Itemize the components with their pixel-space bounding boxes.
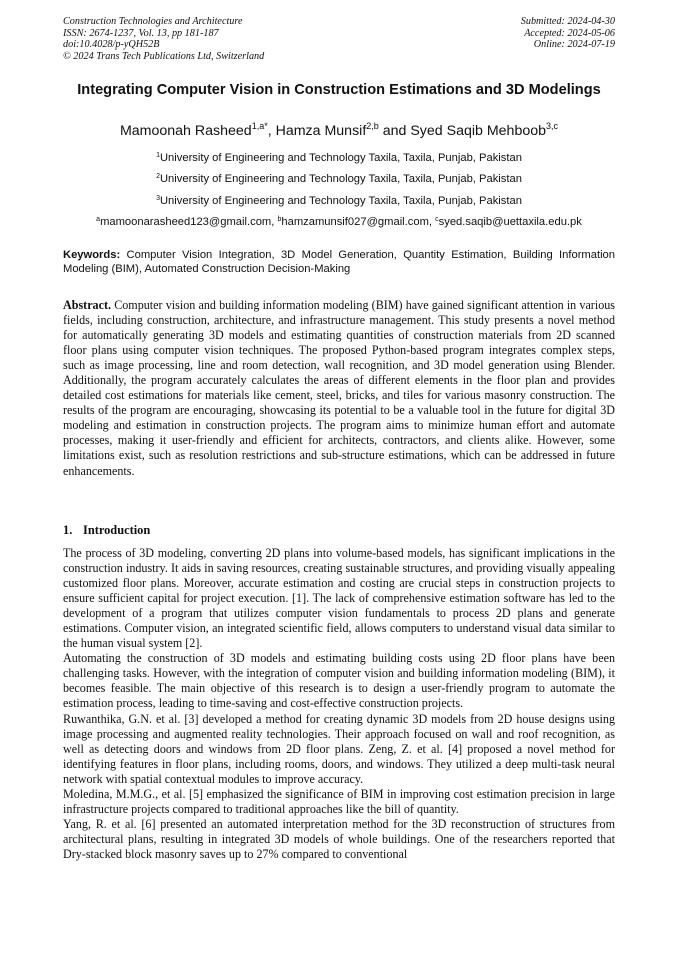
email-address: syed.saqib@uettaxila.edu.pk xyxy=(438,216,582,228)
email-mark: b xyxy=(277,216,282,223)
author-affil-mark: 1,a* xyxy=(251,121,268,131)
author-separator: , xyxy=(267,123,276,139)
paragraph: Yang, R. et al. [6] presented an automated interpretation method for the 3D reconstruction of structures from architectural plans, resulting in integrated 3D models of whole buildings. One of the researchers reported that Dry-stacked block masonry saves up to 27% compared to conventional xyxy=(63,816,615,861)
author-name: Hamza Munsif xyxy=(275,123,367,139)
author-separator: and xyxy=(378,123,411,139)
author-affil-mark: 3,c xyxy=(546,121,559,131)
introduction-body xyxy=(63,546,615,862)
paragraph: Ruwanthika, G.N. et al. [3] developed a method for creating dynamic 3D models from 2D house designs using image processing and augmented reality technologies. Their approach focused on wall and roof recognition, as well as detecting doors and windows from 2D floor plans. Zeng, Z. et al. [4] proposed a novel method for identifying features in floor plans, including rooms, doors, and windows. They utilized a deep multi-task neural network with spatial contextual modules to improve accuracy. xyxy=(63,711,615,786)
abstract-text: Computer vision and building information modeling (BIM) have gained significant attention in various fields, including construction, architecture, and infrastructure management. This study presents a novel method for automatically generating 3D models and estimating quantities of construction materials from 2D scanned floor plans using computer vision techniques. The proposed Python-based program integrates complex steps, such as image processing, line and room detection, wall recognition, and 3D model generation using Blender. Additionally, the program accurately calculates the areas of different elements in the floor plan and provides detailed cost estimations for materials like cement, steel, bricks, and tiles for various masonry construction. The results of the program are encouraging, showcasing its potential to be a valuable tool in the future for digital 3D modeling and estimation in construction projects. The program aims to minimize human effort and automate processes, making it user-friendly and efficient for architects, contractors, and clients alike. However, some limitations exist, such as resolution restrictions and sub-structure estimations, which can be addressed in future enhancements. xyxy=(63,298,615,478)
paragraph: Automating the construction of 3D models and estimating building costs using 2D floor plans have been challenging tasks. However, with the integration of computer vision and building information modeling (BIM), it becomes feasible. The main objective of this research is to design a user-friendly program to automate the estimation process, leading to time-saving and cost-effective construction projects. xyxy=(63,651,615,711)
submitted-date: Submitted: 2024-04-30 xyxy=(520,16,615,27)
email-address: mamoonarasheed123@gmail.com, xyxy=(100,216,278,228)
online-date: Online: 2024-07-19 xyxy=(533,39,615,51)
abstract-label: Abstract. xyxy=(63,298,112,312)
accepted-date: Accepted: 2024-05-06 xyxy=(524,27,615,39)
affiliation-text: University of Engineering and Technology Taxila, Taxila, Punjab, Pakistan xyxy=(159,173,522,185)
abstract xyxy=(63,298,615,479)
keywords-label: Keywords: xyxy=(63,249,121,261)
paragraph: Moledina, M.M.G., et al. [5] emphasized the significance of BIM in improving cost estimation precision in large infrastructure projects compared to traditional approaches like the bill of quantity. xyxy=(63,786,615,816)
author-affil-mark: 2,b xyxy=(366,121,379,131)
doi: doi:10.4028/p-yQH52B xyxy=(63,39,160,51)
affiliation-mark: 2 xyxy=(156,173,160,180)
section-number: 1. xyxy=(63,523,73,537)
author-list xyxy=(63,122,615,140)
email-address: hamzamunsif027@gmail.com, xyxy=(281,216,436,228)
affiliation-2 xyxy=(63,172,615,186)
issn: ISSN: 2674-1237, Vol. 13, pp 181-187 xyxy=(63,27,219,39)
email-mark: c xyxy=(435,216,439,223)
section-heading xyxy=(63,523,150,538)
affiliation-mark: 3 xyxy=(156,195,160,202)
paper-title: Integrating Computer Vision in Construction Estimations and 3D Modelings xyxy=(77,82,601,98)
section-title: Introduction xyxy=(83,523,151,537)
affiliation-1 xyxy=(63,151,615,165)
author-name: Syed Saqib Mehboob xyxy=(410,123,547,139)
affiliation-3 xyxy=(63,194,615,208)
keywords-text: Computer Vision Integration, 3D Model Generation, Quantity Estimation, Building Information Modeling (BIM), Automated Construction Decision-Making xyxy=(63,249,615,275)
affiliation-mark: 1 xyxy=(156,152,160,159)
header-left xyxy=(63,16,383,62)
affiliation-text: University of Engineering and Technology Taxila, Taxila, Punjab, Pakistan xyxy=(159,152,522,164)
email-mark: a xyxy=(96,216,101,223)
affiliation-text: University of Engineering and Technology Taxila, Taxila, Punjab, Pakistan xyxy=(159,195,522,207)
copyright: © 2024 Trans Tech Publications Ltd, Switzerland xyxy=(63,50,265,62)
paragraph: The process of 3D modeling, converting 2D plans into volume-based models, has significant implications in the construction industry. It aids in saving resources, creating sustainable structures, and providing visually appealing customized floor plans. Moreover, accurate estimation and costing are crucial steps in construction projects to ensure sufficient capital for project execution. [1]. The lack of comprehensive estimation software has led to the development of a program that utilizes computer vision fundamentals to process 2D plans and generate estimations. Computer vision, an integrated scientific field, allows computers to understand visual data similar to the human visual system [2]. xyxy=(63,546,615,651)
header-right xyxy=(415,16,615,51)
author-name: Mamoonah Rasheed xyxy=(119,123,252,139)
keywords xyxy=(63,249,615,277)
journal-name: Construction Technologies and Architecture xyxy=(63,16,243,27)
author-emails xyxy=(63,215,615,229)
